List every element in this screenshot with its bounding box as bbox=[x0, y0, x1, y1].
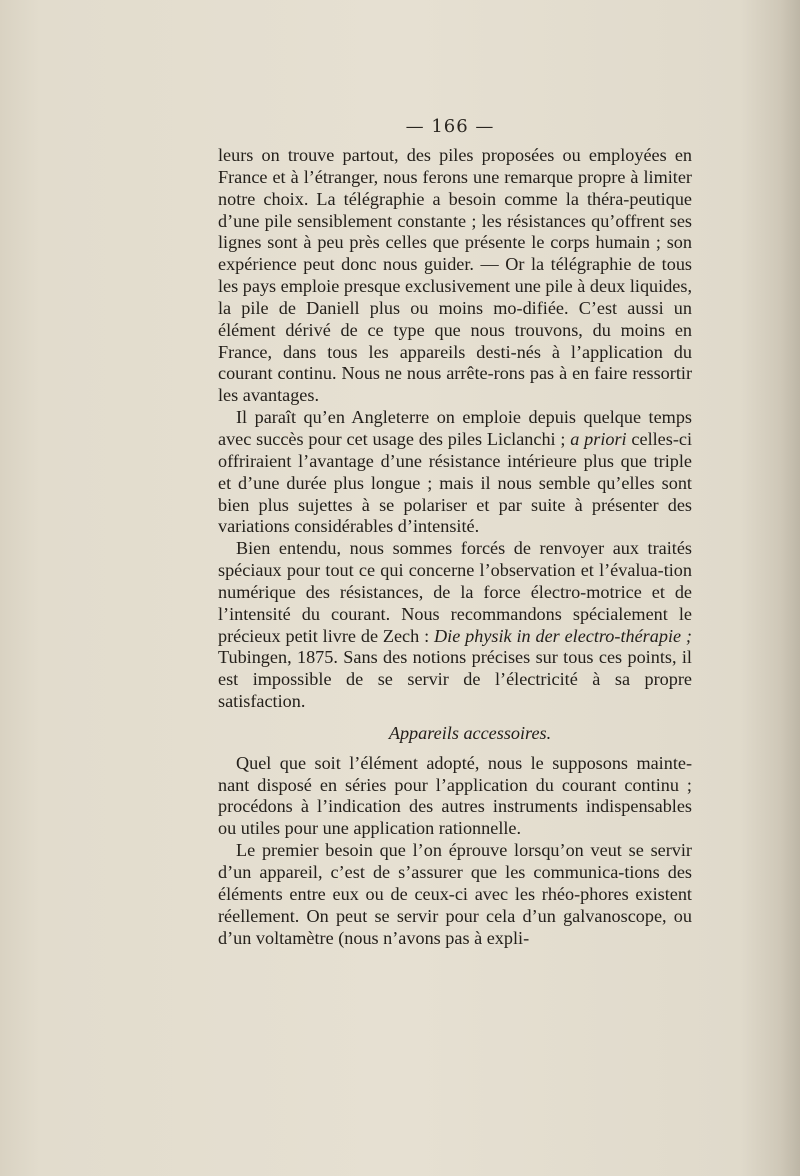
paragraph-2-italic: a priori bbox=[570, 428, 627, 449]
paragraph-2-text-b: celles-ci offriraient l’avantage d’une résistance intérieure plus que triple et d’une durée plus longue ; mais il nous semble qu’elles sont bien plus sujettes à se polariser et par suite à présenter des variations considérables d’intensité. bbox=[218, 428, 693, 537]
paragraph-3-italic: Die physik in der electro-thérapie ; bbox=[434, 625, 692, 646]
paragraph-1: leurs on trouve partout, des piles proposées ou employées en France et à l’étranger, nous ferons une remarque propre à limiter notre choix. La télégraphie a besoin comme la théra-peutique d’une pile sensiblement constante ; les résistances qu’offrent ses lignes sont à peu près celles que présente le corps humain ; son expérience peut donc nous guider. — Or la télégraphie de tous les pays emploie presque exclusivement une pile à deux liquides, la pile de Daniell plus ou moins mo-difiée. C’est aussi un élément dérivé de ce type que nous trouvons, du moins en France, dans tous les appareils desti-nés à l’application du courant continu. Nous ne nous arrête-rons pas à en faire ressortir les avantages. bbox=[218, 145, 692, 406]
body-text bbox=[218, 145, 692, 949]
section-heading: Appareils accessoires. bbox=[388, 722, 552, 743]
page-number: — 166 — bbox=[405, 116, 495, 137]
paragraph-3-text-b: Tubingen, 1875. Sans des notions précises sur tous ces points, il est impossible de se servir de l’électricité à sa propre satisfaction. bbox=[218, 647, 692, 712]
paragraph-5: Le premier besoin que l’on éprouve lorsqu’on veut se servir d’un appareil, c’est de s’assurer que les communica-tions des éléments entre eux ou de ceux-ci avec les rhéo-phores existent réellement. On peut se servir pour cela d’un galvanoscope, ou d’un voltamètre (nous n’avons pas à expli- bbox=[218, 840, 692, 948]
paragraph-3-text-a: Bien entendu, nous sommes forcés de renvoyer aux traités spéciaux pour tout ce qui concerne l’observation et l’évalua-tion numérique des résistances, de la force électro-motrice et de l’intensité du courant. Nous recommandons spécialement le précieux petit livre de Zech : bbox=[218, 538, 692, 646]
paragraph-3 bbox=[218, 538, 692, 713]
paragraph-4: Quel que soit l’élément adopté, nous le supposons mainte-nant disposé en séries pour l’application du courant continu ; procédons à l’indication des autres instruments indispensables ou utiles pour une application rationnelle. bbox=[218, 752, 692, 839]
paragraph-2-text-a: Il paraît qu’en Angleterre on emploie depuis quelque temps avec succès pour cet usage des piles Liclanchi ; bbox=[218, 407, 692, 449]
paragraph-2 bbox=[218, 407, 692, 538]
